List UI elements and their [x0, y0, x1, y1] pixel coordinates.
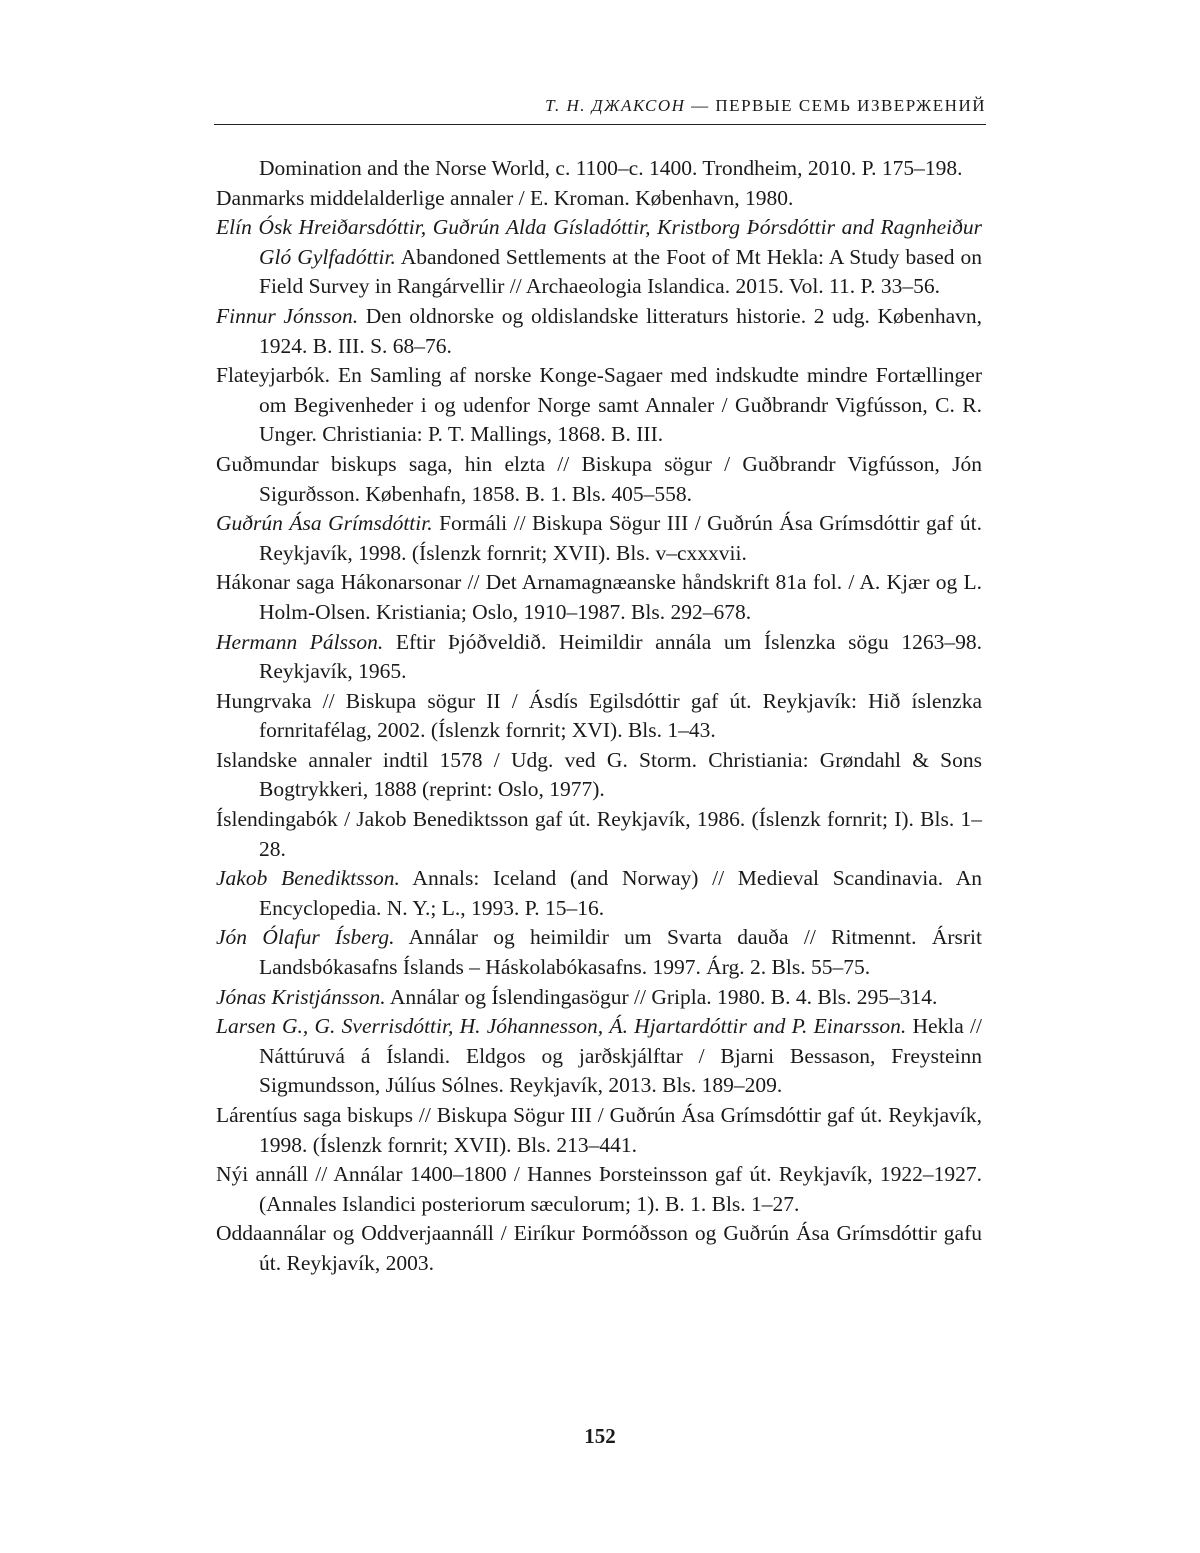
reference-text: Formáli // Biskupa Sögur III / Guðrún Ása Grímsdóttir gaf út. Reykjavík, 1998. (Íslenzk fornrit; XVII). Bls. v–cxxxvii.: [259, 511, 982, 565]
reference-entry: [216, 361, 982, 450]
reference-author: Jón Ólafur Ísberg.: [216, 925, 395, 950]
reference-entry: [216, 1101, 982, 1160]
reference-author: Guðrún Ása Grímsdóttir.: [216, 511, 433, 536]
reference-list: [216, 154, 982, 1279]
reference-entry: [216, 450, 982, 509]
header-rule: [214, 124, 986, 125]
reference-entry: [216, 628, 982, 687]
reference-author: Hermann Pálsson.: [216, 629, 384, 654]
reference-entry: [216, 687, 982, 746]
reference-text: Islandske annaler indtil 1578 / Udg. ved G. Storm. Christiania: Grøndahl & Sons Bogtrykkeri, 1888 (reprint: Oslo, 1977).: [216, 747, 982, 802]
reference-text: Annálar og heimildir um Svarta dauða // Ritmennt. Ársrit Landsbókasafns Íslands – Háskolabókasafns. 1997. Árg. 2. Bls. 55–75.: [259, 925, 982, 980]
reference-entry: [216, 1160, 982, 1219]
reference-entry: [216, 184, 982, 214]
header-title: ПЕРВЫЕ СЕМЬ ИЗВЕРЖЕНИЙ: [715, 96, 986, 115]
reference-entry: [216, 805, 982, 864]
reference-author: Elín Ósk Hreiðarsdóttir, Guðrún Alda Gísladóttir, Kristborg Þórsdóttir and Ragnheiður Gló Gylfadóttir.: [216, 215, 982, 269]
reference-author: Finnur Jónsson.: [216, 303, 359, 328]
reference-author: Larsen G., G. Sverrisdóttir, H. Jóhannesson, Á. Hjartardóttir and P. Einarsson.: [216, 1014, 907, 1039]
reference-entry: [216, 509, 982, 568]
reference-entry: [216, 923, 982, 982]
reference-entry: [216, 1012, 982, 1101]
reference-text: Domination and the Norse World, c. 1100–c. 1400. Trondheim, 2010. P. 175–198.: [259, 156, 963, 180]
running-header: [214, 96, 986, 116]
reference-text: Nýi annáll // Annálar 1400–1800 / Hannes Þorsteinsson gaf út. Reykjavík, 1922–1927. (Annales Islandici posteriorum sæculorum; 1). B. 1. Bls. 1–27.: [216, 1162, 982, 1216]
reference-text: Oddaannálar og Oddverjaannáll / Eiríkur Þormóðsson og Guðrún Ása Grímsdóttir gafu út. Reykjavík, 2003.: [216, 1221, 982, 1275]
reference-entry: [216, 746, 982, 805]
reference-entry: [216, 213, 982, 302]
reference-text: Danmarks middelalderlige annaler / E. Kroman. København, 1980.: [216, 185, 794, 210]
reference-text: Íslendingabók / Jakob Benediktsson gaf út. Reykjavík, 1986. (Íslenzk fornrit; I). Bls. 1–28.: [216, 807, 982, 861]
header-separator: —: [685, 96, 716, 115]
reference-text: Annálar og Íslendingasögur // Gripla. 1980. B. 4. Bls. 295–314.: [385, 984, 938, 1009]
reference-text: Flateyjarbók. En Samling af norske Konge-Sagaer med indskudte mindre Fortællinger om Begivenheder i og udenfor Norge samt Annaler / Guðbrandr Vigfússon, C. R. Unger. Christiania: P. T. Mallings, 1868. B. III.: [216, 363, 982, 447]
header-author: Т. Н. ДЖАКСОН: [545, 96, 686, 115]
reference-author: Jónas Kristjánsson.: [216, 984, 386, 1009]
reference-text: Annals: Iceland (and Norway) // Medieval Scandinavia. An Encyclopedia. N. Y.; L., 1993. P. 15–16.: [259, 866, 982, 920]
reference-text: Guðmundar biskups saga, hin elzta // Biskupa sögur / Guðbrandr Vigfússon, Jón Sigurðsson. Københafn, 1858. B. 1. Bls. 405–558.: [216, 451, 982, 506]
reference-entry: [216, 983, 982, 1013]
page-number: 152: [584, 1424, 616, 1448]
reference-entry: [216, 154, 982, 184]
reference-text: Den oldnorske og oldislandske litteraturs historie. 2 udg. København, 1924. B. III. S. 68–76.: [259, 303, 983, 358]
reference-text: Lárentíus saga biskups // Biskupa Sögur III / Guðrún Ása Grímsdóttir gaf út. Reykjavík, 1998. (Íslenzk fornrit; XVII). Bls. 213–441.: [216, 1103, 982, 1157]
reference-text: Abandoned Settlements at the Foot of Mt Hekla: A Study based on Field Survey in Rangárvellir // Archaeologia Islandica. 2015. Vol. 11. P. 33–56.: [259, 244, 983, 299]
reference-text: Hákonar saga Hákonarsonar // Det Arnamagnæanske håndskrift 81a fol. / A. Kjær og L. Holm-Olsen. Kristiania; Oslo, 1910–1987. Bls. 292–678.: [216, 570, 982, 624]
reference-entry: [216, 864, 982, 923]
reference-author: Jakob Benediktsson.: [216, 866, 400, 891]
reference-entry: [216, 568, 982, 627]
reference-entry: [216, 302, 982, 361]
reference-text: Hungrvaka // Biskupa sögur II / Ásdís Egilsdóttir gaf út. Reykjavík: Hið íslenzka fornritafélag, 2002. (Íslenzk fornrit; XVI). Bls. 1–43.: [216, 688, 982, 743]
reference-text: Hekla // Náttúruvá á Íslandi. Eldgos og jarðskjálftar / Bjarni Bessason, Freysteinn Sigmundsson, Júlíus Sólnes. Reykjavík, 2013. Bls. 189–209.: [259, 1014, 982, 1098]
reference-entry: [216, 1219, 982, 1278]
reference-text: Eftir Þjóðveldið. Heimildir annála um Íslenzka sögu 1263–98. Reykjavík, 1965.: [259, 629, 982, 684]
